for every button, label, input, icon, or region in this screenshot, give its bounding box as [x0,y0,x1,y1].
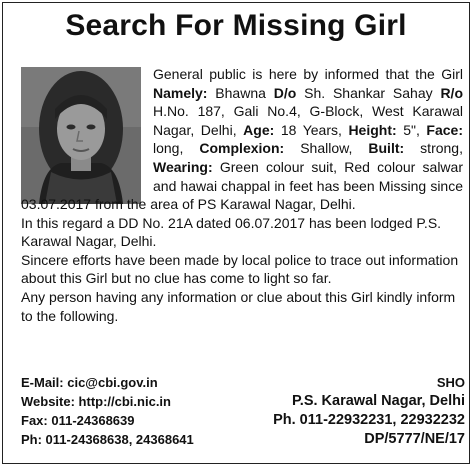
contact-right: Ph. 011-22932231, 22932232 [273,412,465,428]
intro-line [153,121,463,140]
intro-line [153,177,463,196]
intro-text: and hawai chappal in feet has been Missing since [153,177,463,194]
notice-body-paragraph [21,195,465,325]
body-line: Sincere efforts have been made by local police to trace out information [21,251,459,268]
intro-text: Green colour suit, Red colour salwar [212,158,463,175]
portrait-photo [21,67,141,204]
intro-line [153,139,463,158]
intro-text: 18 Years, [274,121,349,138]
body-line: Karawal Nagar, Delhi. [21,233,157,250]
intro-line [153,158,463,177]
intro-field-label: Height: [348,121,397,138]
intro-field-label: D/o [273,84,297,101]
contact-details [21,373,465,449]
intro-field-label: Complexion: [199,140,285,157]
contact-left: Website: http://cbi.nic.in [21,394,171,409]
intro-field-label: R/o [440,84,463,101]
body-line: In this regard a DD No. 21A dated 06.07.2017 has been lodged P.S. [21,214,442,231]
intro-line [153,84,463,103]
notice-intro-paragraph [153,65,463,195]
intro-text: Sh. Shankar Sahay [296,84,441,101]
intro-text: 5", [396,121,427,138]
notice-title: Search For Missing Girl [65,9,407,42]
intro-text: Bhawna [207,84,274,101]
contact-row [21,411,465,430]
intro-line [153,102,463,121]
intro-text: H.No. 187, Gali No.4, G-Block, West Karawal [153,103,463,120]
contact-row [21,373,465,392]
contact-right: DP/5777/NE/17 [364,431,465,447]
intro-field-label: Built: [368,140,405,157]
body-line: 03.07.2017 from the area of PS Karawal Nagar, Delhi. [21,196,356,212]
contact-left: E-Mail: cic@cbi.gov.in [21,375,158,390]
body-line: about this Girl but no clue has come to light so far. [21,270,332,287]
contact-row [21,430,465,449]
intro-field-label: Wearing: [153,158,213,175]
intro-field-label: Face: [426,121,463,138]
intro-field-label: Namely: [153,84,208,101]
intro-text: Shallow, [284,140,369,157]
intro-field-label: Age: [243,121,275,138]
contact-left: Ph: 011-24368638, 24368641 [21,432,194,447]
intro-text: General public is here by informed that the Girl [153,66,463,82]
contact-right: SHO [436,375,465,390]
contact-left: Fax: 011-24368639 [21,413,135,428]
body-line: to the following. [21,307,119,324]
contact-row [21,392,465,411]
contact-right: P.S. Karawal Nagar, Delhi [291,393,465,409]
body-line: Any person having any information or clue about this Girl kindly inform [21,288,456,305]
intro-text: strong, [404,140,463,157]
intro-text: long, [153,140,200,157]
intro-text: Nagar, Delhi, [153,121,244,138]
missing-person-notice [2,2,470,464]
intro-line [153,65,463,84]
